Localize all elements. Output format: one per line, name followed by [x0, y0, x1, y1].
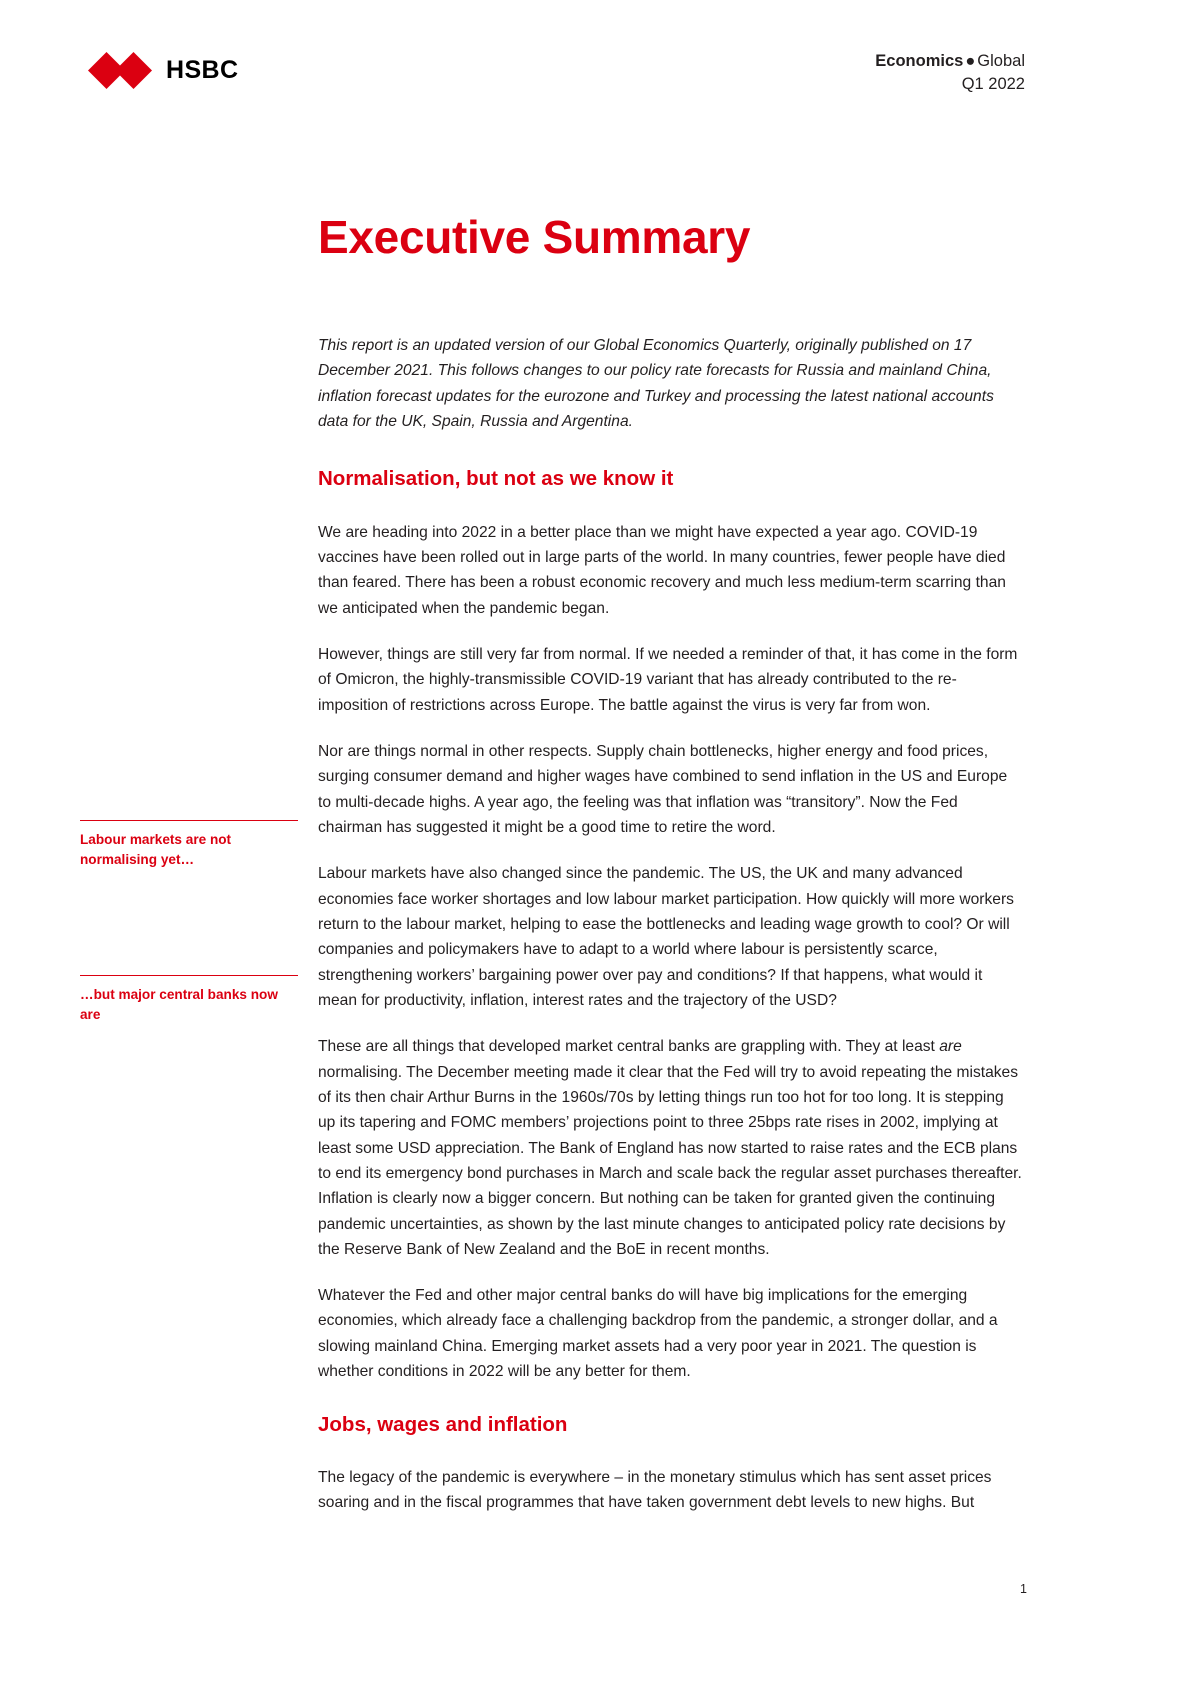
paragraph-5-part2: normalising. The December meeting made it clear that the Fed will try to avoid repeating the mistakes of its then chair Arthur Burns in the 1960s/70s by letting things run too hot for too long. It is stepping up its tapering and FOMC members’ projections point to three 25bps rate rises in 2002, implying at least some USD appreciation. The Bank of England has now started to raise rates and the ECB plans to end its emergency bond purchases in March and scale back the regular asset purchases thereafter. Inflation is clearly now a bigger concern. But nothing can be taken for granted given the continuing pandemic uncertainties, as shown by the last minute changes to anticipated policy rate decisions by the Reserve Bank of New Zealand and the BoE in recent months.	[318, 1063, 1022, 1258]
page-number: 1	[1020, 1582, 1027, 1596]
header-category-line	[875, 50, 1025, 73]
hsbc-logo	[88, 52, 238, 89]
paragraph-5-emphasis: are	[939, 1038, 962, 1056]
page-header	[0, 40, 1190, 100]
paragraph-5-part1: These are all things that developed market central banks are grappling with. They at least	[318, 1038, 940, 1056]
hsbc-wordmark: HSBC	[166, 56, 239, 84]
header-category: Economics	[875, 52, 964, 70]
intro-paragraph: This report is an updated version of our Global Economics Quarterly, originally published on 17 December 2021. This follows changes to our policy rate forecasts for Russia and mainland China, inflation forecast updates for the eurozone and Turkey and processing the latest national accounts data for the UK, Spain, Russia and Argentina.	[318, 337, 994, 430]
paragraph-1: We are heading into 2022 in a better place than we might have expected a year ago. COVID-19 vaccines have been rolled out in large parts of the world. In many countries, fewer people have died than feared. There has been a robust economic recovery and much less medium-term scarring than we anticipated when the pandemic began.	[318, 523, 1006, 617]
paragraph-2: However, things are still very far from normal. If we needed a reminder of that, it has come in the form of Omicron, the highly-transmissible COVID-19 variant that has already contributed to the re-imposition of restrictions across Europe. The battle against the virus is very far from won.	[318, 645, 1018, 714]
margin-note-central-banks: …but major central banks now are	[80, 975, 298, 1025]
section-heading-normalisation: Normalisation, but not as we know it	[318, 467, 674, 490]
header-meta	[875, 50, 1025, 97]
section-heading-jobs-wages: Jobs, wages and inflation	[318, 1413, 568, 1437]
paragraph-7: The legacy of the pandemic is everywhere – in the monetary stimulus which has sent asset prices soaring and in the fiscal programmes that have taken government debt levels to new highs. But	[318, 1469, 992, 1512]
header-bullet-icon: ●	[965, 52, 976, 70]
header-region: Global	[977, 52, 1025, 70]
paragraph-6: Whatever the Fed and other major central banks do will have big implications for the emerging economies, which already face a challenging backdrop from the pandemic, a stronger dollar, and a slowing mainland China. Emerging market assets had a very poor year in 2021. The question is whether conditions in 2022 will be any better for them.	[318, 1287, 998, 1381]
paragraph-5	[318, 1034, 1022, 1262]
body-content	[318, 466, 1022, 1537]
header-period: Q1 2022	[961, 75, 1025, 94]
paragraph-3: Nor are things normal in other respects. Supply chain bottlenecks, higher energy and food prices, surging consumer demand and higher wages have combined to send inflation in the US and Europe to multi-decade highs. A year ago, the feeling was that inflation was “transitory”. Now the Fed chairman has suggested it might be a good time to retire the word.	[318, 742, 1008, 836]
paragraph-4: Labour markets have also changed since the pandemic. The US, the UK and many advanced economies face worker shortages and low labour market participation. How quickly will more workers return to the labour market, helping to ease the bottlenecks and leading wage growth to cool? Or will companies and policymakers have to adapt to a world where labour is persistently scarce, strengthening workers’ bargaining power over pay and conditions? If that happens, what would it mean for productivity, inflation, interest rates and the trajectory of the USD?	[318, 865, 1014, 1009]
section-heading-wrapper-2	[318, 1412, 1022, 1438]
section-heading-wrapper-1	[318, 466, 1022, 492]
margin-note-labour-markets: Labour markets are not normalising yet…	[80, 820, 298, 870]
hsbc-hexagon-icon	[88, 52, 152, 89]
page-title: Executive Summary	[318, 211, 751, 263]
